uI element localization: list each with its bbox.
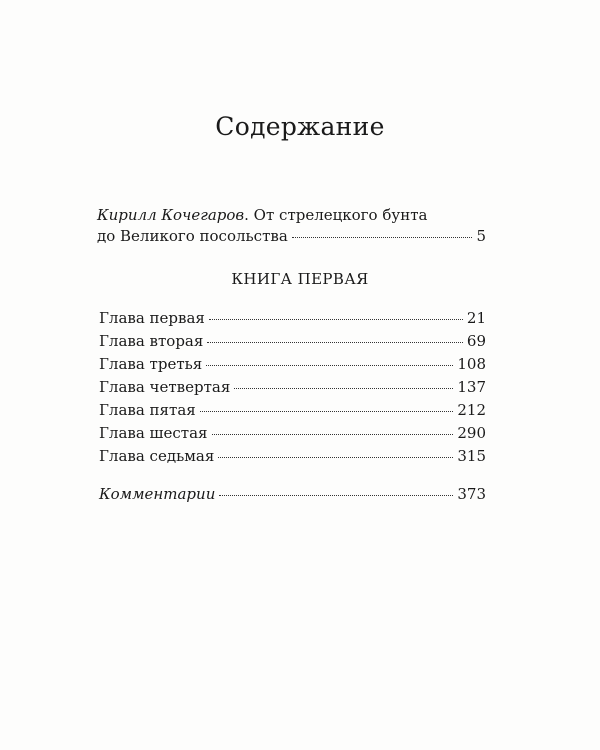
intro-line-1: [97, 205, 486, 226]
dot-leader: [212, 434, 454, 435]
dot-leader: [234, 388, 453, 389]
toc-entry-comments[interactable]: [99, 485, 486, 503]
toc-intro-entry[interactable]: [97, 205, 486, 247]
chapter-label: Глава пятая: [99, 401, 196, 419]
chapter-label: Глава шестая: [99, 424, 208, 442]
dot-leader: [206, 365, 453, 366]
toc-entry-chapter-6[interactable]: [99, 424, 486, 447]
intro-author: Кирилл Кочегаров: [97, 206, 245, 224]
intro-line-2: [97, 226, 486, 247]
toc-entry-chapter-1[interactable]: [99, 309, 486, 332]
chapter-page-number: 21: [466, 309, 486, 327]
toc-entry-chapter-4[interactable]: [99, 378, 486, 401]
chapter-page-number: 137: [457, 378, 486, 396]
toc-entry-chapter-5[interactable]: [99, 401, 486, 424]
chapter-list: [99, 309, 486, 470]
intro-title-part1: . От стрелецкого бунта: [244, 206, 428, 224]
intro-title-part2: до Великого посольства: [97, 227, 288, 245]
dot-leader: [218, 457, 453, 458]
toc-entry-chapter-3[interactable]: [99, 355, 486, 378]
dot-leader: [219, 495, 453, 496]
section-title: КНИГА ПЕРВАЯ: [231, 270, 369, 288]
dot-leader: [292, 237, 473, 238]
page-title: Содержание: [215, 112, 385, 141]
chapter-page-number: 315: [457, 447, 486, 465]
chapter-label: Глава четвертая: [99, 378, 231, 396]
toc-entry-chapter-7[interactable]: [99, 447, 486, 470]
chapter-page-number: 212: [457, 401, 486, 419]
intro-page-number: 5: [476, 227, 486, 245]
chapter-label: Глава седьмая: [99, 447, 215, 465]
chapter-page-number: 108: [457, 355, 486, 373]
chapter-page-number: 69: [466, 332, 486, 350]
dot-leader: [200, 411, 454, 412]
dot-leader: [209, 319, 463, 320]
chapter-label: Глава вторая: [99, 332, 204, 350]
chapter-page-number: 290: [457, 424, 486, 442]
comments-page-number: 373: [457, 485, 486, 503]
comments-label: Комментарии: [99, 485, 216, 503]
chapter-label: Глава первая: [99, 309, 205, 327]
dot-leader: [207, 342, 463, 343]
chapter-label: Глава третья: [99, 355, 203, 373]
toc-entry-chapter-2[interactable]: [99, 332, 486, 355]
